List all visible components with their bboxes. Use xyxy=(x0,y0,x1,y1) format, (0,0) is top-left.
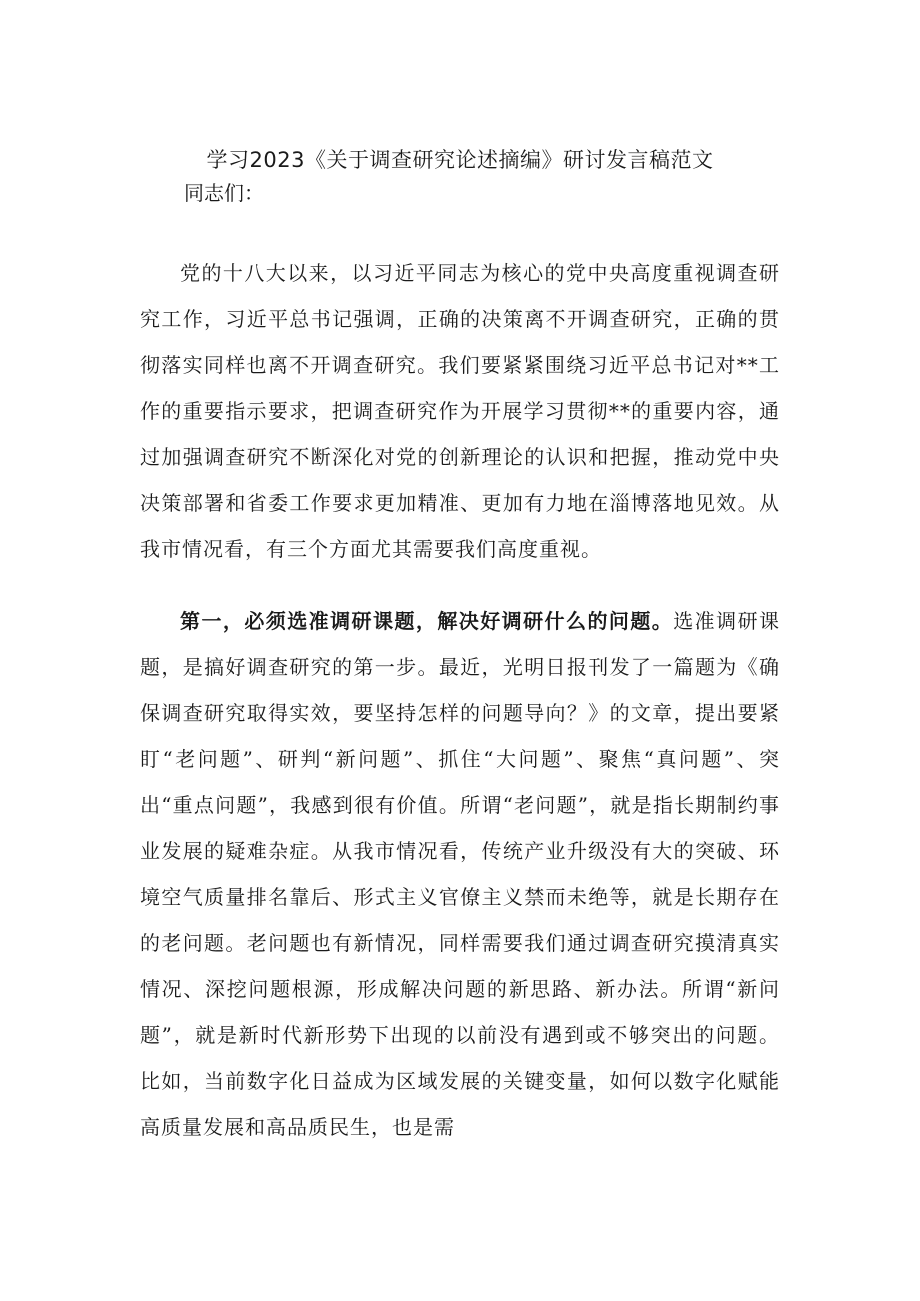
paragraph-intro: 党的十八大以来，以习近平同志为核心的党中央高度重视调查研究工作，习近平总书记强调，正确的决策离不开调查研究，正确的贯彻落实同样也离不开调查研究。我们要紧紧围绕习近平总书记对**工作的重要指示要求，把调查研究作为开展学习贯彻**的重要内容，通过加强调查研究不断深化对党的创新理论的认识和把握，推动党中央决策部署和省委工作要求更加精准、更加有力地在淄博落地见效。从我市情况看，有三个方面尤其需要我们高度重视。 xyxy=(140,261,780,561)
paragraph-first-point xyxy=(140,598,780,1150)
paragraph-body: 选准调研课题，是搞好调查研究的第一步。最近，光明日报刊发了一篇题为《确保调查研究取得实效，要坚持怎样的问题导向？》的文章，提出要紧盯“老问题”、研判“新问题”、抓住“大问题”、聚焦“真问题”、突出“重点问题”，我感到很有价值。所谓“老问题”，就是指长期制约事业发展的疑难杂症。从我市情况看，传统产业升级没有大的突破、环境空气质量排名靠后、形式主义官僚主义禁而未绝等，就是长期存在的老问题。老问题也有新情况，同样需要我们通过调查研究摸清真实情况、深挖问题根源，形成解决问题的新思路、新办法。所谓“新问题”，就是新时代新形势下出现的以前没有遇到或不够突出的问题。比如，当前数字化日益成为区域发展的关键变量，如何以数字化赋能高质量发展和高品质民生，也是需 xyxy=(140,609,781,1139)
salutation: 同志们： xyxy=(184,181,264,205)
document-title: 学习2023《关于调查研究论述摘编》研讨发言稿范文 xyxy=(206,148,714,172)
paragraph-heading: 第一，必须选准调研课题，解决好调研什么的问题。 xyxy=(180,609,674,633)
